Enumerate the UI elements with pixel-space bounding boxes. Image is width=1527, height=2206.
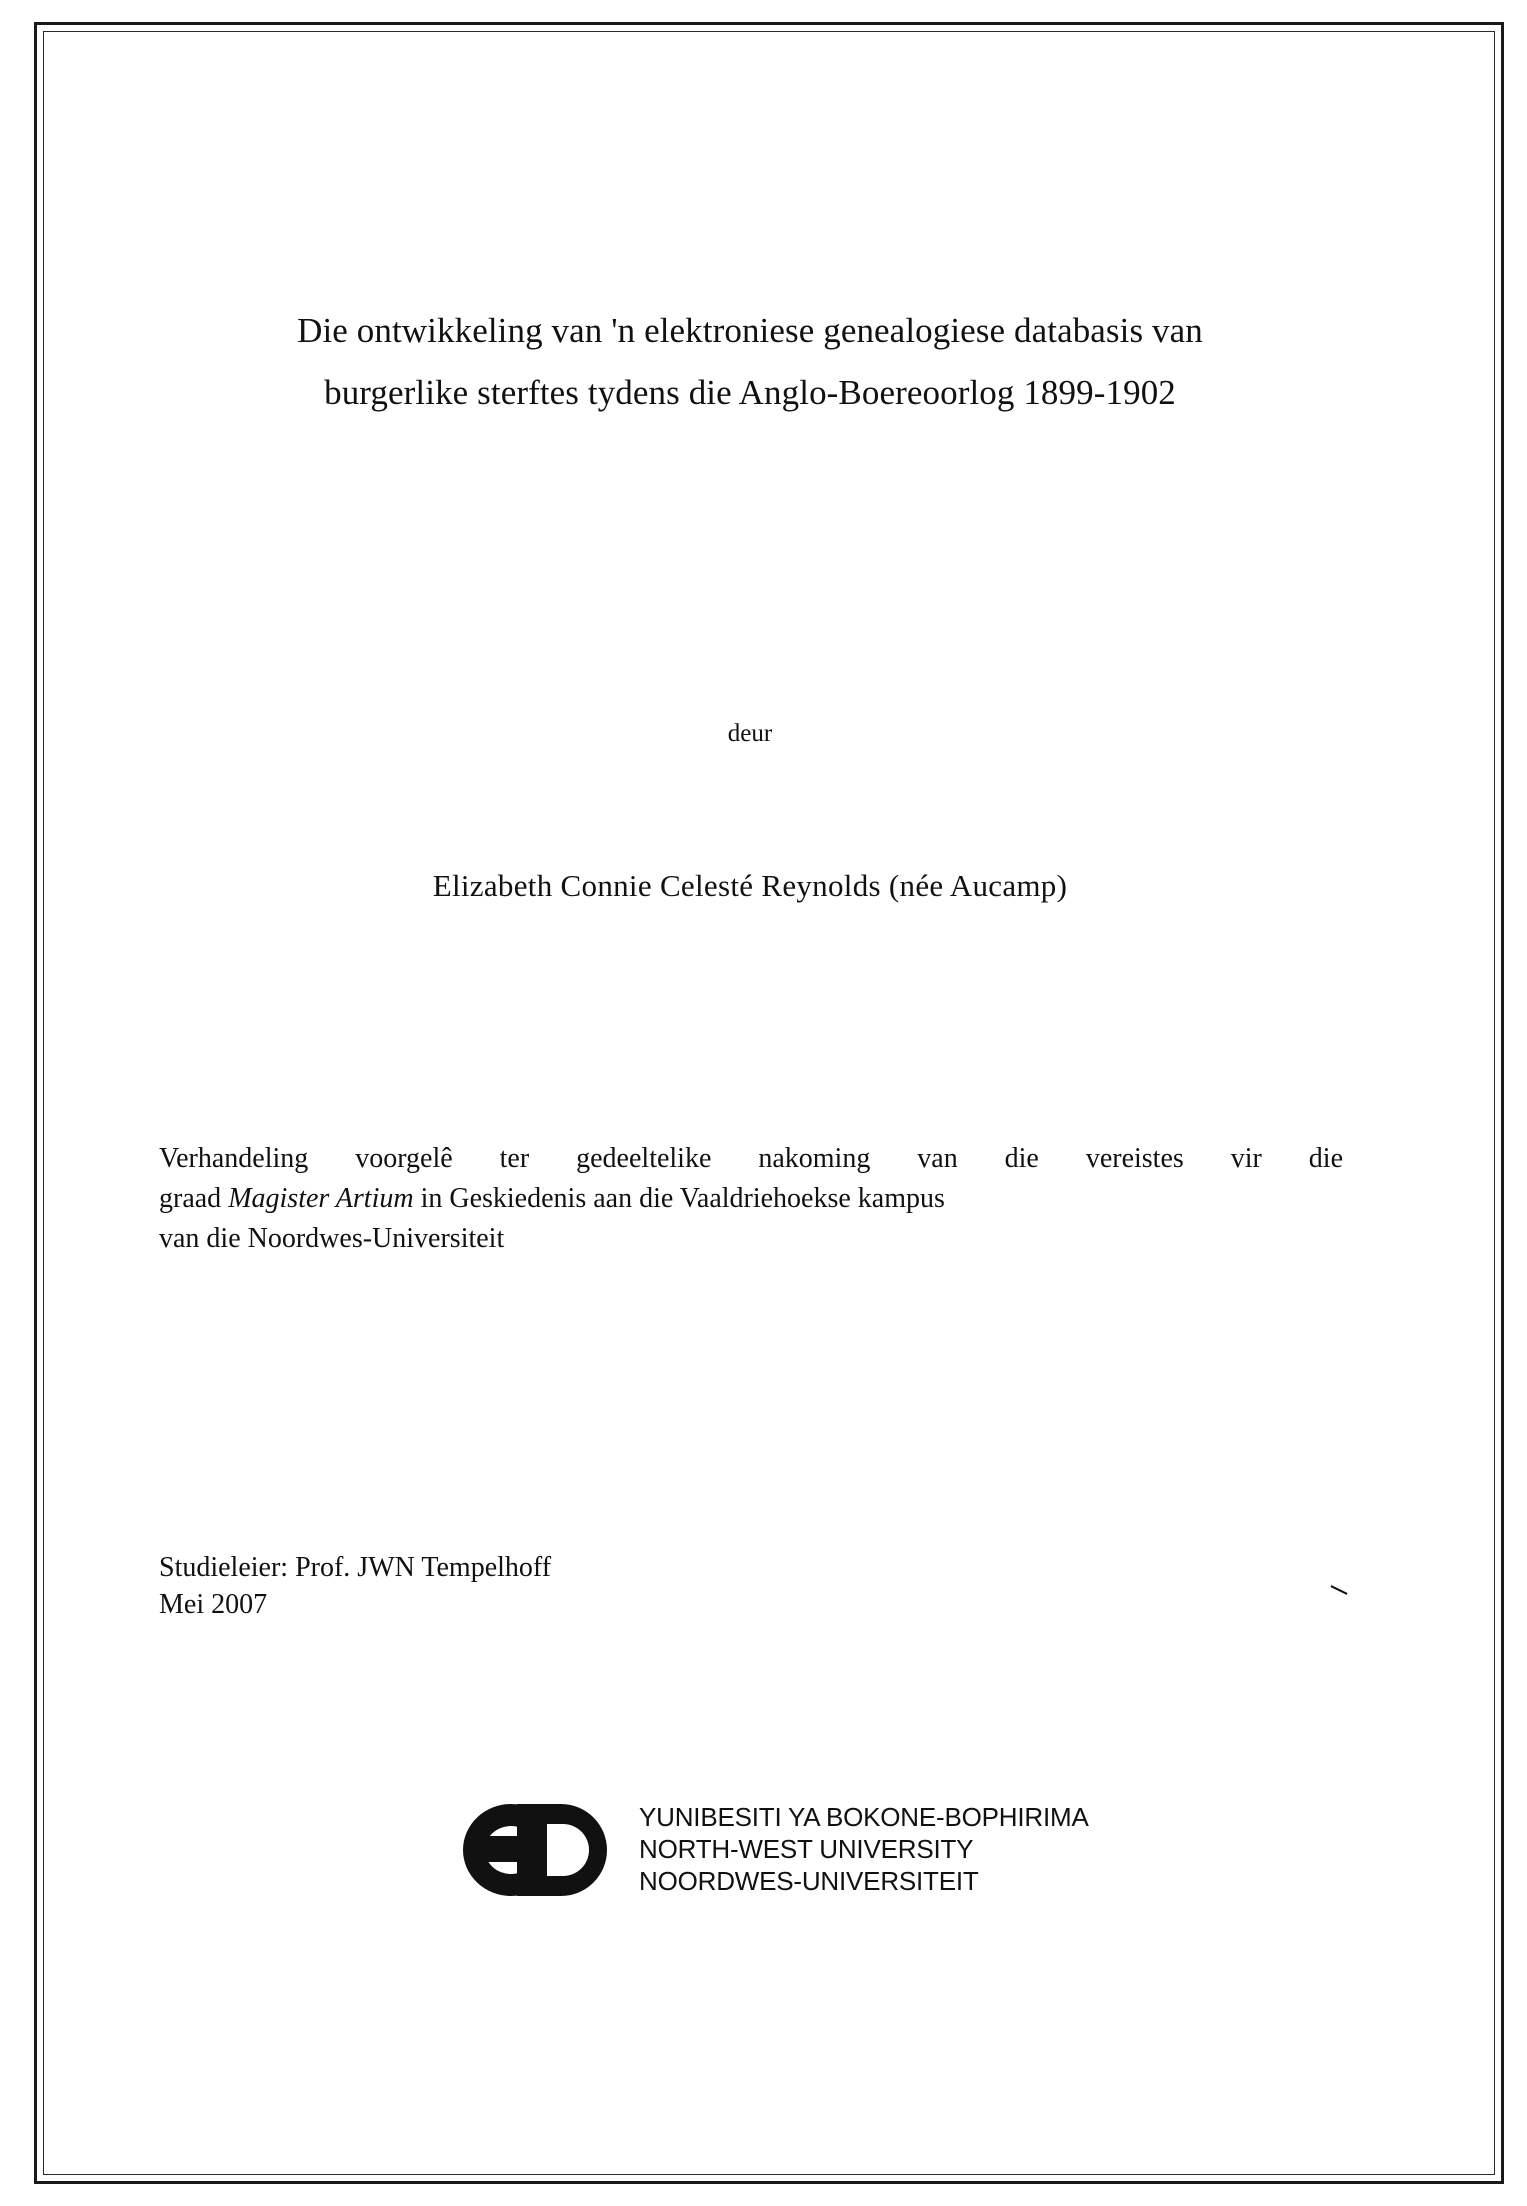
title-page-content <box>155 300 1345 1624</box>
logo-line-1: YUNIBESITI YA BOKONE-BOPHIRIMA <box>639 1802 1089 1833</box>
date-line: Mei 2007 <box>159 1589 268 1621</box>
nwu-monogram-icon <box>455 1798 635 1903</box>
page-title <box>155 300 1345 425</box>
supervisor-and-date <box>155 1549 1345 1625</box>
author-name: Elizabeth Connie Celesté Reynolds (née Aucamp) <box>432 867 1068 903</box>
title-line-1: Die ontwikkeling van 'n elektroniese genealogiese databasis van <box>297 311 1203 350</box>
degree-statement-line-2-prefix: graad <box>159 1182 229 1214</box>
by-label: deur <box>727 719 773 747</box>
degree-name-italic: Magister Artium <box>228 1182 414 1214</box>
degree-statement-line-2 <box>159 1179 1343 1219</box>
supervisor-line: Studieleier: Prof. JWN Tempelhoff <box>159 1551 552 1583</box>
logo-line-3: NOORDWES-UNIVERSITEIT <box>639 1865 979 1896</box>
title-line-2: burgerlike sterftes tydens die Anglo-Boereoorlog 1899-1902 <box>324 373 1176 413</box>
degree-statement <box>155 1139 1345 1259</box>
degree-statement-line-2-suffix: in Geskiedenis aan die Vaaldriehoekse kampus <box>413 1182 945 1214</box>
degree-statement-line-1: Verhandeling voorgelê ter gedeeltelike nakoming van die vereistes vir die <box>159 1142 1343 1174</box>
university-logo-text <box>639 1802 1089 1897</box>
degree-statement-line-3: van die Noordwes-Universiteit <box>159 1222 505 1254</box>
logo-line-2: NORTH-WEST UNIVERSITY <box>639 1834 974 1865</box>
university-logo <box>455 1795 1089 1905</box>
date-line-wrap <box>159 1586 1345 1624</box>
